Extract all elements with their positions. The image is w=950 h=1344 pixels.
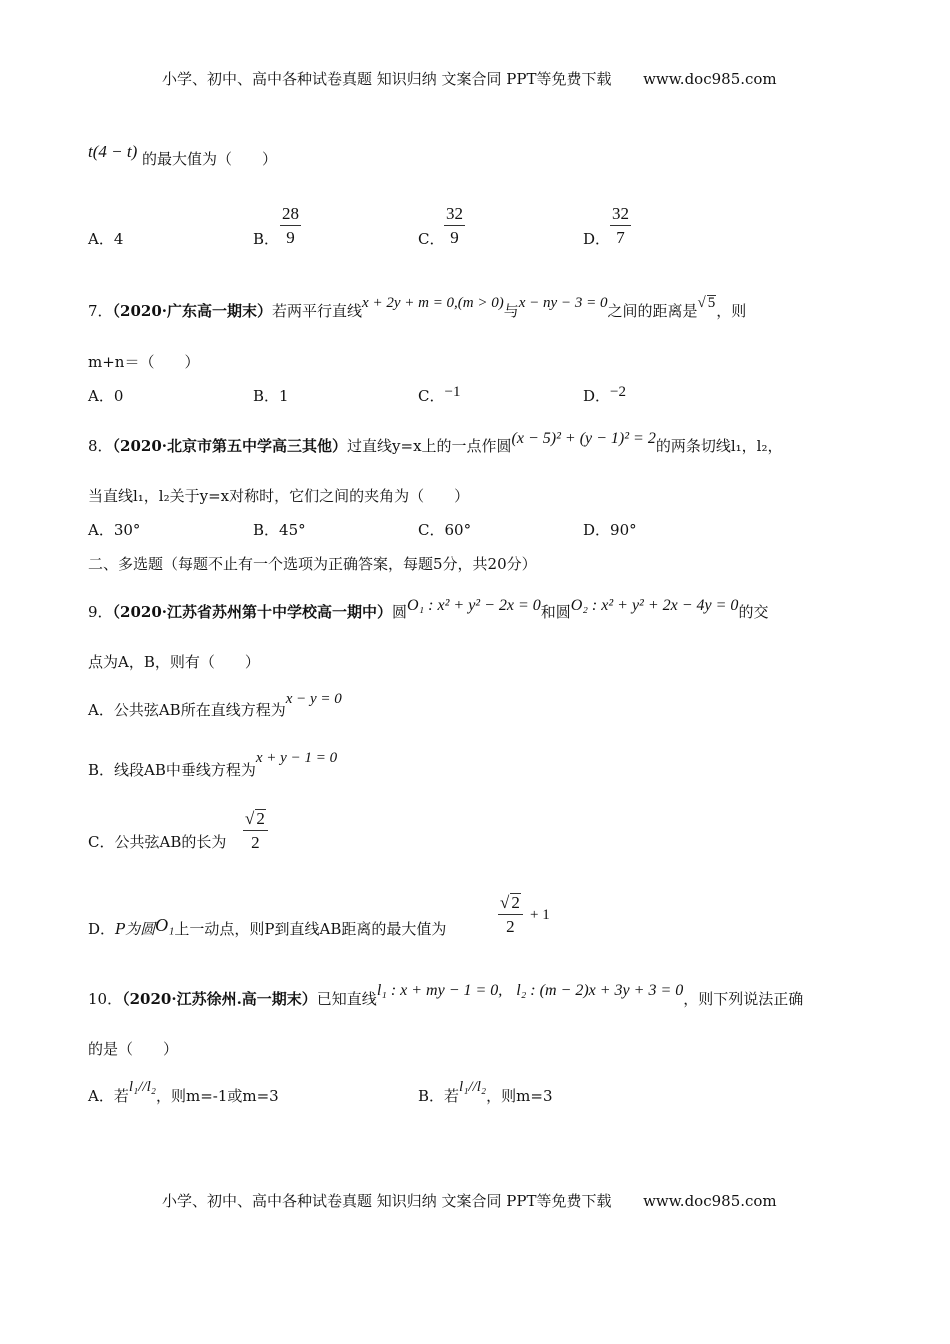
q10-option-b: B．若l₁//l₂，则m=3	[418, 1079, 553, 1105]
q6-option-d-label: D．	[583, 230, 611, 248]
q10-source: （2020·江苏徐州.高一期末）	[122, 990, 317, 1008]
q10-option-a: A．若l₁//l₂，则m=-1或m=3	[88, 1079, 279, 1105]
q9-option-c: C．公共弦AB的长为	[88, 833, 227, 851]
q7-line2: m+n＝（ ）	[88, 353, 200, 371]
q8-option-b: B．45°	[253, 521, 306, 539]
footer-text: 小学、初中、高中各种试卷真题 知识归纳 文案合同 PPT等免费下载	[162, 1192, 612, 1210]
page-header	[162, 72, 777, 87]
q6-option-b-label: B．	[253, 230, 280, 248]
q7-option-a: A．0	[88, 387, 124, 405]
q10-stem: 10．（2020·江苏徐州.高一期末）已知直线l₁ : x + my − 1 = 0, l₂ : (m − 2)x + 3y + 3 = 0，则下列说法正确	[88, 982, 804, 1008]
footer-url: www.doc985.com	[643, 1192, 777, 1210]
q9-circle2: O₂ : x² + y² + 2x − 4y = 0	[570, 597, 739, 614]
q8-option-a: A．30°	[88, 521, 141, 539]
q9-option-d: D．P为圆O₁上一动点，则P到直线AB距离的最大值为	[88, 915, 447, 938]
q7-source: （2020·广东高一期末）	[112, 302, 273, 320]
q9-source: （2020·江苏省苏州第十中学校高一期中）	[112, 603, 393, 621]
q7-stem: 7．（2020·广东高一期末）若两平行直线x + 2y + m = 0,(m > 0)与x − ny − 3 = 0之间的距离是√ 5，则	[88, 295, 747, 320]
q9-line2: 点为A，B，则有（ ）	[88, 653, 260, 671]
q9-stem: 9．（2020·江苏省苏州第十中学校高一期中）圆O₁ : x² + y² − 2x = 0和圆O₂ : x² + y² + 2x − 4y = 0的交	[88, 597, 769, 621]
section-2-title: 二、多选题（每题不止有一个选项为正确答案，每题5分，共20分）	[88, 555, 537, 573]
q6-expr: t(4 − t)	[88, 142, 138, 161]
q10-line2: 的是（ ）	[88, 1040, 179, 1058]
header-text: 小学、初中、高中各种试卷真题 知识归纳 文案合同 PPT等免费下载	[162, 70, 612, 88]
q10-line-l2: l₂ : (m − 2)x + 3y + 3 = 0	[516, 982, 684, 999]
q7-eq1: x + 2y + m = 0,(m > 0)	[362, 295, 504, 311]
q6-stem-suffix: 的最大值为（ ）	[142, 150, 278, 168]
q8-stem: 8．（2020·北京市第五中学高三其他）过直线y=x上的一点作圆(x − 5)² + (y − 1)² = 2的两条切线l₁，l₂，	[88, 430, 783, 455]
q8-source: （2020·北京市第五中学高三其他）	[112, 437, 348, 455]
page-footer	[162, 1194, 777, 1209]
q6-option-c-fraction: $\frac{32}{9}$	[446, 204, 463, 247]
q8-line2: 当直线l₁，l₂关于y=x对称时，它们之间的夹角为（ ）	[88, 487, 470, 505]
q6-option-a: A．4	[88, 230, 124, 248]
q9-option-b: B．线段AB中垂线方程为x + y − 1 = 0	[88, 750, 338, 779]
q6-stem	[88, 142, 278, 168]
q6-option-b-fraction: $\frac{28}{9}$	[282, 204, 299, 247]
q7-option-d: D．−2	[583, 384, 626, 405]
q8-circle-eq: (x − 5)² + (y − 1)² = 2	[511, 430, 656, 447]
q9-option-d-plus: + 1	[530, 907, 550, 923]
header-url: www.doc985.com	[643, 70, 777, 88]
q10-line-l1: l₁ : x + my − 1 = 0,	[376, 982, 503, 999]
q7-option-c: C．−1	[418, 384, 461, 405]
q8-option-c: C．60°	[418, 521, 472, 539]
q9-option-d-fraction: $\frac{√ 2}{2}$	[498, 893, 523, 935]
q7-distance: 5	[707, 295, 716, 311]
q9-option-c-fraction: $\frac{√ 2}{2}$	[243, 809, 268, 851]
q6-option-d-fraction: $\frac{32}{7}$	[612, 204, 629, 247]
q7-option-b: B．1	[253, 387, 289, 405]
q6-option-c-label: C．	[418, 230, 445, 248]
q8-option-d: D．90°	[583, 521, 637, 539]
q9-option-a: A．公共弦AB所在直线方程为x − y = 0	[88, 691, 342, 719]
q7-eq2: x − ny − 3 = 0	[518, 295, 608, 311]
q9-circle1: O₁ : x² + y² − 2x = 0	[407, 597, 541, 614]
